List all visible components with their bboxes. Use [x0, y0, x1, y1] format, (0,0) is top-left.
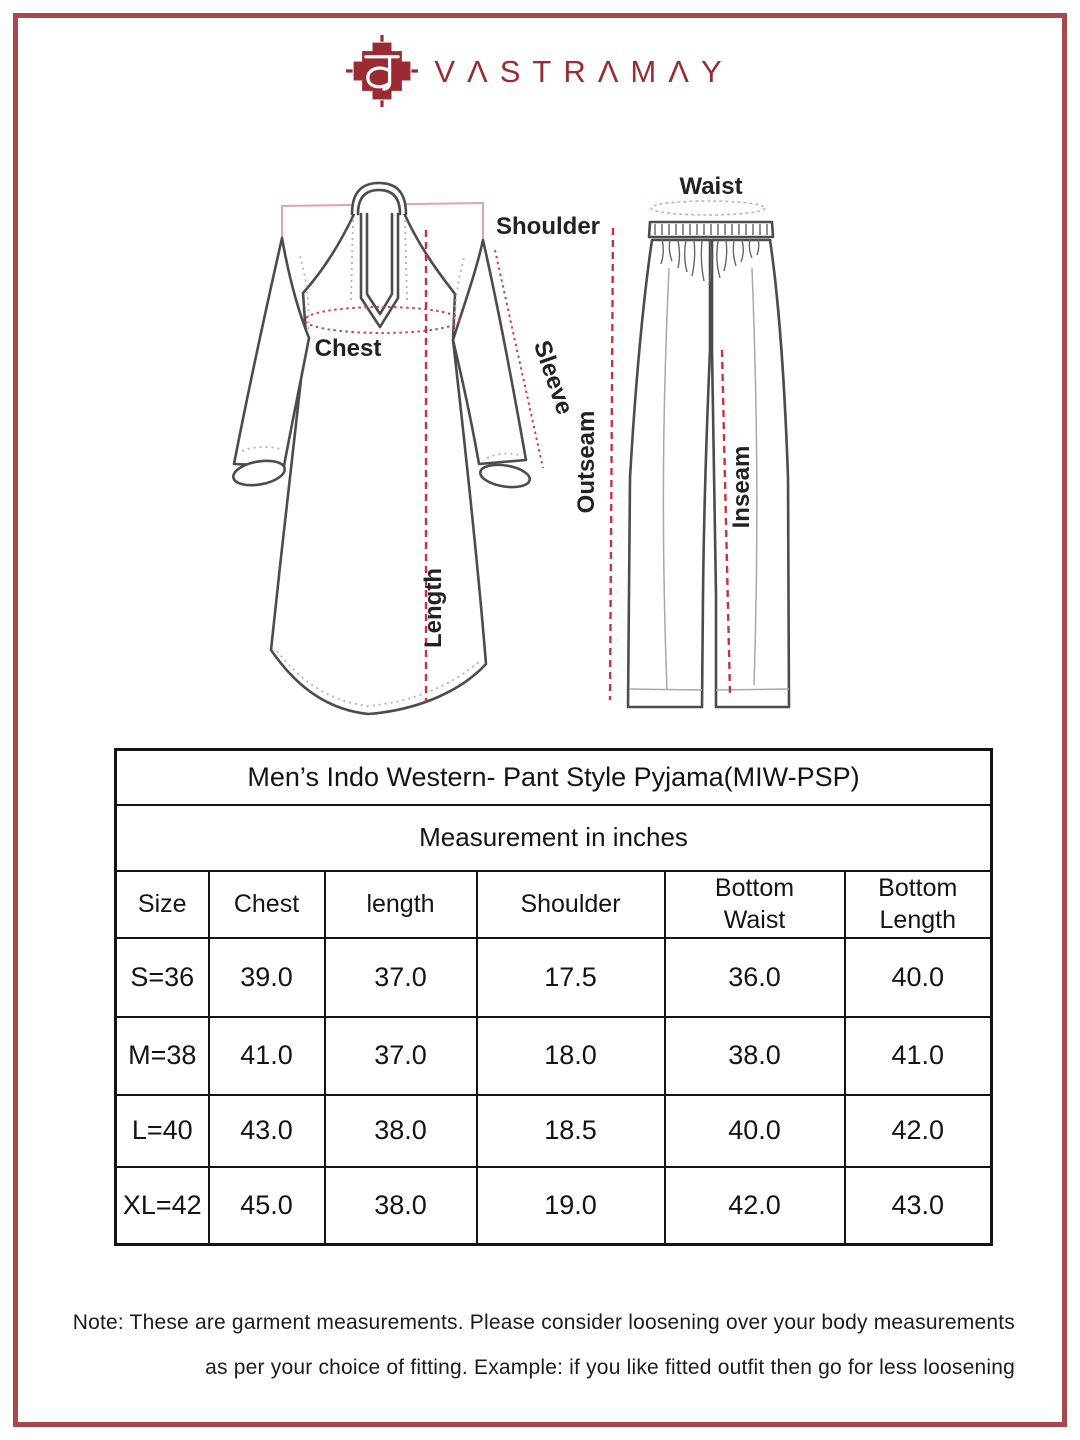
- cell-chest: 43.0: [209, 1095, 325, 1167]
- table-row-s: [116, 938, 992, 1017]
- note-line-1: Note: These are garment measurements. Please consider loosening over your body measurements: [72, 1311, 1015, 1334]
- size-chart-title: Men’s Indo Western- Pant Style Pyjama(MIW-PSP): [116, 750, 992, 805]
- cell-length: 37.0: [325, 1017, 477, 1095]
- kurta-shoulder-label: Shoulder: [496, 213, 601, 240]
- cell-size: L=40: [116, 1095, 209, 1167]
- column-header-shoulder: Shoulder: [477, 871, 665, 938]
- cell-bottom-waist: 36.0: [665, 938, 845, 1017]
- cell-shoulder: 19.0: [477, 1167, 665, 1245]
- cell-bottom-waist: 38.0: [665, 1017, 845, 1095]
- cell-size: S=36: [116, 938, 209, 1017]
- cell-shoulder: 18.0: [477, 1017, 665, 1095]
- pyjama-waist-label: Waist: [679, 173, 743, 200]
- pyjama-left-leg: [628, 240, 710, 707]
- table-row-m: [116, 1017, 992, 1095]
- cell-bottom-length: 40.0: [845, 938, 992, 1017]
- cell-bottom-length: 42.0: [845, 1095, 992, 1167]
- cell-bottom-length: 43.0: [845, 1167, 992, 1245]
- kurta-diagram: [231, 183, 600, 714]
- outseam-measure-line: [610, 228, 613, 700]
- cell-chest: 45.0: [209, 1167, 325, 1245]
- column-header-length: length: [325, 871, 477, 938]
- pyjama-outseam-label: Outseam: [573, 410, 600, 514]
- waist-measure-line: [651, 201, 765, 215]
- cell-chest: 41.0: [209, 1017, 325, 1095]
- cell-bottom-waist: 40.0: [665, 1095, 845, 1167]
- note-line-2: as per your choice of fitting. Example: if you like fitted outfit then go for less loosening: [205, 1356, 1015, 1379]
- cell-shoulder: 17.5: [477, 938, 665, 1017]
- size-chart-table: [114, 748, 993, 1246]
- cell-bottom-waist: 42.0: [665, 1167, 845, 1245]
- kurta-sleeve-label: Sleeve: [527, 337, 579, 418]
- cell-shoulder: 18.5: [477, 1095, 665, 1167]
- cell-bottom-length: 41.0: [845, 1017, 992, 1095]
- cell-size: M=38: [116, 1017, 209, 1095]
- brand-wordmark: VΛSTRΛMΛY: [434, 54, 734, 89]
- table-row-xl: [116, 1167, 992, 1245]
- note-text: [55, 1300, 1015, 1390]
- column-header-size: Size: [116, 871, 209, 938]
- cell-size: XL=42: [116, 1167, 209, 1245]
- kurta-chest-label: Chest: [314, 335, 382, 362]
- column-header-bottom-length: Bottom Length: [845, 871, 992, 938]
- pyjama-diagram: [573, 173, 789, 707]
- cell-length: 37.0: [325, 938, 477, 1017]
- size-chart-subtitle: Measurement in inches: [116, 805, 992, 871]
- cell-length: 38.0: [325, 1167, 477, 1245]
- column-header-bottom-waist: Bottom Waist: [665, 871, 845, 938]
- cell-chest: 39.0: [209, 938, 325, 1017]
- kurta-length-label: Length: [420, 568, 447, 648]
- table-row-l: [116, 1095, 992, 1167]
- column-header-chest: Chest: [209, 871, 325, 938]
- cell-length: 38.0: [325, 1095, 477, 1167]
- pyjama-inseam-label: Inseam: [728, 445, 755, 529]
